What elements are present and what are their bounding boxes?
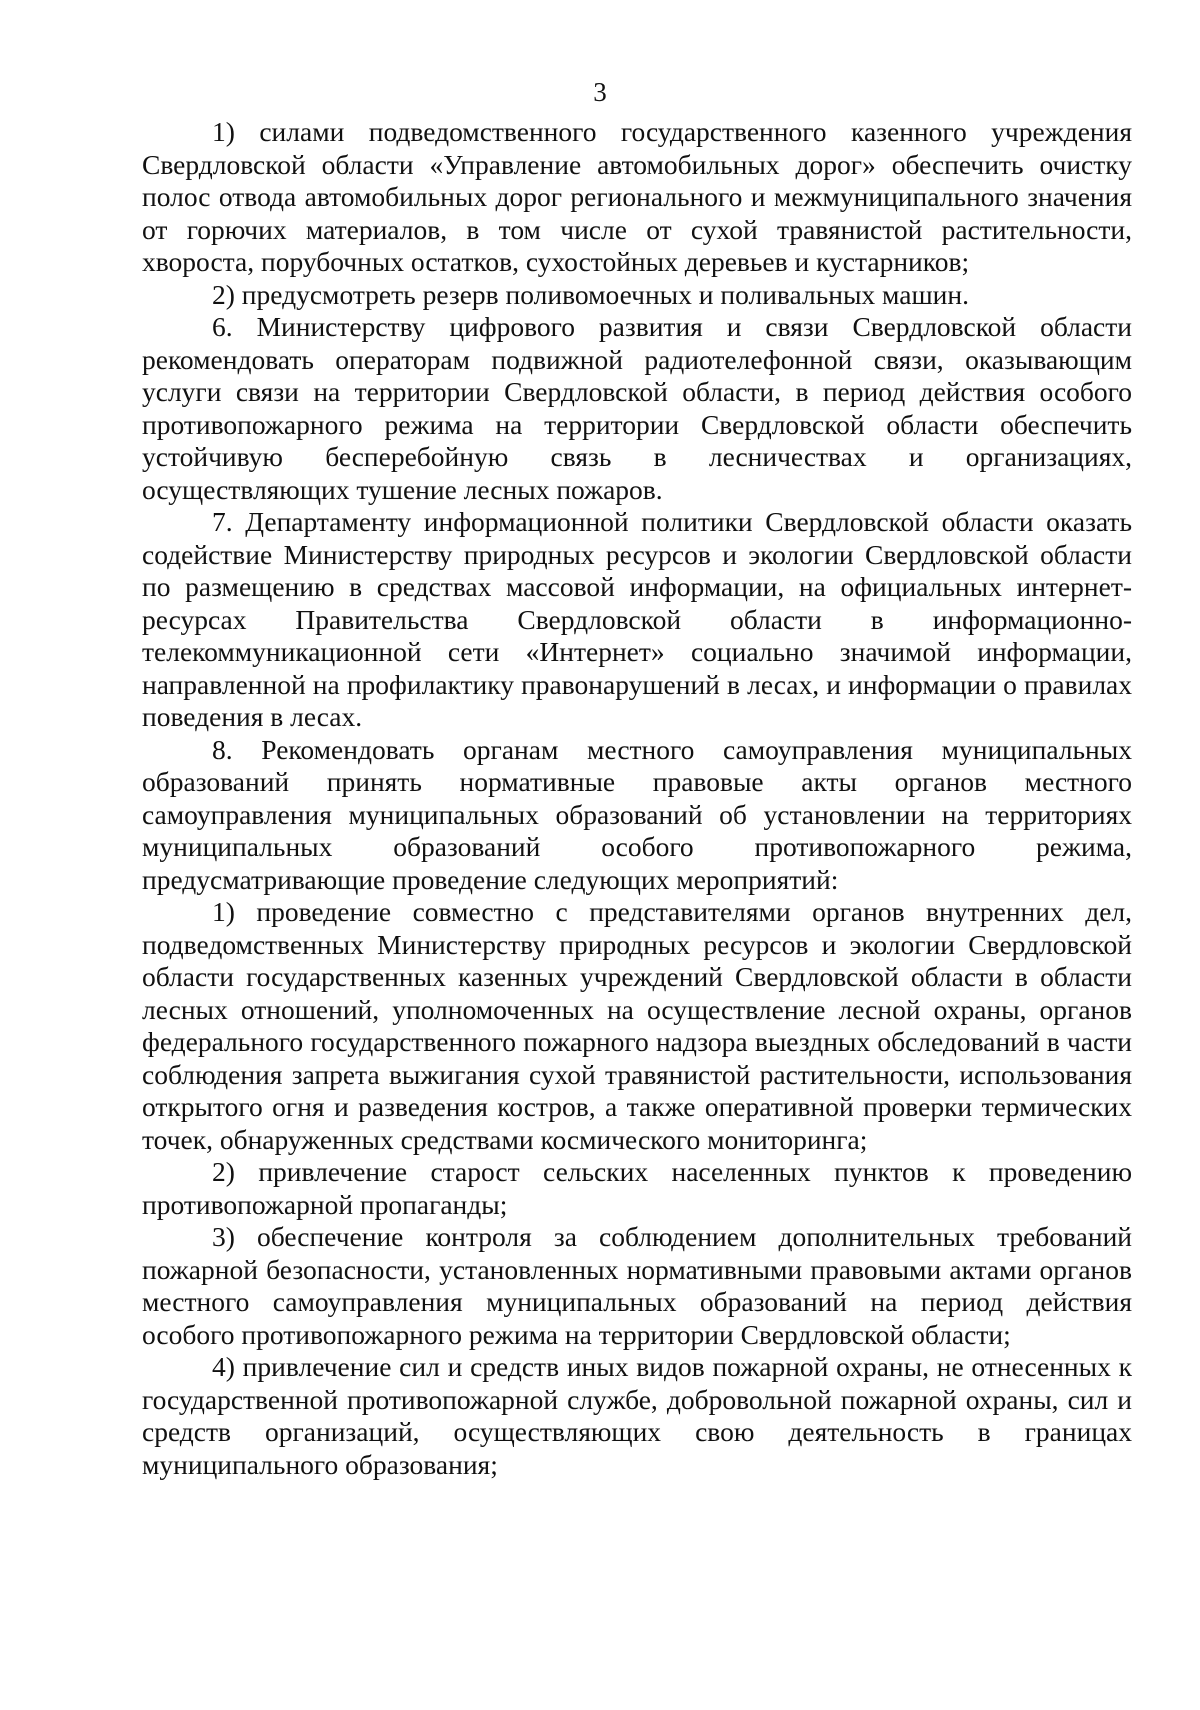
- page-number: 3: [593, 77, 607, 107]
- paragraph-6: 6. Министерству цифрового развития и связи Свердловской области рекомендовать операторам подвижной радиотелефонной связи, оказывающим услуги связи на территории Свердловской области, в период действия особого противопожарного режима на территории Свердловской области обеспечить устойчивую бесперебойную связь в лесничествах и организациях, осуществляющих тушение лесных пожаров.: [142, 311, 1132, 505]
- paragraph-8: 8. Рекомендовать органам местного самоуправления муниципальных образований принять нормативные правовые акты органов местного самоуправления муниципальных образований об установлении на территориях муниципальных образований особого противопожарного режима, предусматривающие проведение следующих мероприятий:: [142, 733, 1132, 895]
- paragraph-5-1: 1) силами подведомственного государственного казенного учреждения Свердловской области «Управление автомобильных дорог» обеспечить очистку полос отвода автомобильных дорог регионального и межмуниципального значения от горючих материалов, в том числе от сухой травянистой растительности, хвороста, порубочных остатков, сухостойных деревьев и кустарников;: [142, 116, 1132, 277]
- document-body: [142, 116, 1132, 1481]
- paragraph-5-2: 2) предусмотреть резерв поливомоечных и поливальных машин.: [212, 278, 969, 310]
- paragraph-8-3: 3) обеспечение контроля за соблюдением дополнительных требований пожарной безопасности, установленных нормативными правовыми актами органов местного самоуправления муниципальных образований на период действия особого противопожарного режима на территории Свердловской области;: [142, 1221, 1132, 1350]
- paragraph-8-1: 1) проведение совместно с представителями органов внутренних дел, подведомственных Министерству природных ресурсов и экологии Свердловской области государственных казенных учреждений Свердловской области в области лесных отношений, уполномоченных на осуществление лесной охраны, органов федерального государственного пожарного надзора выездных обследований в части соблюдения запрета выжигания сухой травянистой растительности, использования открытого огня и разведения костров, а также оперативной проверки термических точек, обнаруженных средствами космического мониторинга;: [142, 896, 1132, 1155]
- paragraph-8-2: 2) привлечение старост сельских населенных пунктов к проведению противопожарной пропаганды;: [142, 1156, 1132, 1220]
- paragraph-8-4: 4) привлечение сил и средств иных видов пожарной охраны, не отнесенных к государственной противопожарной службе, добровольной пожарной охраны, сил и средств организаций, осуществляющих свою деятельность в границах муниципального образования;: [142, 1351, 1132, 1480]
- paragraph-7: 7. Департаменту информационной политики Свердловской области оказать содействие Министерству природных ресурсов и экологии Свердловской области по размещению в средствах массовой информации, на официальных интернет-ресурсах Правительства Свердловской области в информационно-телекоммуникационной сети «Интернет» социально значимой информации, направленной на профилактику правонарушений в лесах, и информации о правилах поведения в лесах.: [142, 506, 1132, 732]
